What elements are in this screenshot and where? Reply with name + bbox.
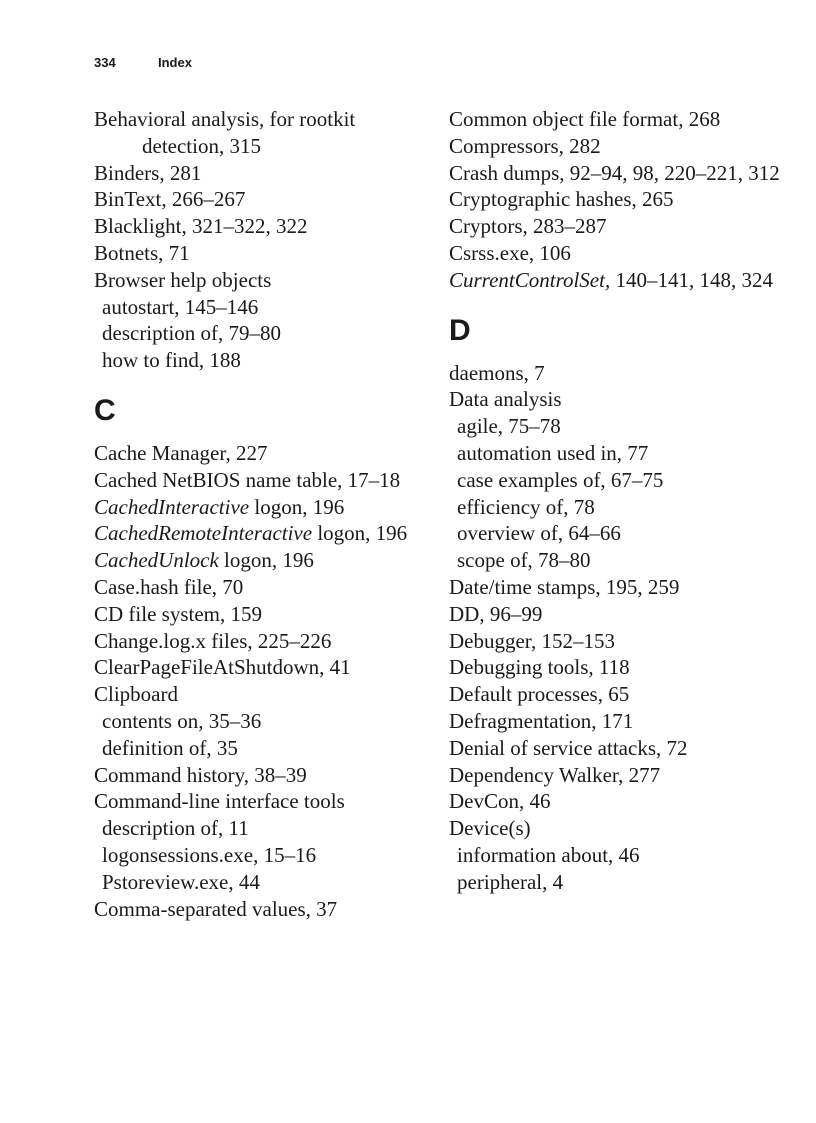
index-entry: DevCon, 46 xyxy=(449,789,551,814)
index-entry: daemons, 7 xyxy=(449,360,545,385)
index-entry xyxy=(94,547,434,574)
index-entry: Blacklight, 321–322, 322 xyxy=(94,214,308,239)
index-entry: Behavioral analysis, for rootkit detection, 315 xyxy=(94,107,356,158)
index-entry: Cache Manager, 227 xyxy=(94,440,268,465)
index-subentry: description of, 11 xyxy=(102,816,249,841)
index-entry: Cryptors, 283–287 xyxy=(449,214,607,239)
index-subentry: overview of, 64–66 xyxy=(457,521,621,546)
index-locators: 140–141, 148, 324 xyxy=(610,267,773,292)
index-entry xyxy=(449,267,794,294)
index-entry: DD, 96–99 xyxy=(449,601,543,626)
index-entry: Compressors, 282 xyxy=(449,133,601,158)
page-number: 334 xyxy=(94,55,116,70)
index-column-left xyxy=(94,106,434,922)
index-entry: BinText, 266–267 xyxy=(94,187,246,212)
index-entry: Csrss.exe, 106 xyxy=(449,240,571,265)
index-entry: Defragmentation, 171 xyxy=(449,708,634,733)
section-heading: C xyxy=(94,393,116,427)
index-entry: Date/time stamps, 195, 259 xyxy=(449,574,680,599)
index-column-right xyxy=(449,106,794,896)
index-subentry: logonsessions.exe, 15–16 xyxy=(102,842,317,867)
index-locators: logon, 196 xyxy=(312,521,408,546)
index-entry: Comma-separated values, 37 xyxy=(94,896,338,921)
index-subentry: contents on, 35–36 xyxy=(102,708,262,733)
index-entry: CD file system, 159 xyxy=(94,601,262,626)
index-subentry: definition of, 35 xyxy=(102,735,238,760)
header-section-title: Index xyxy=(158,55,192,70)
index-entry xyxy=(94,520,434,547)
index-subentry: description of, 79–80 xyxy=(102,321,282,346)
index-entry: Debugging tools, 118 xyxy=(449,655,630,680)
index-term-italic: CachedInteractive xyxy=(94,494,250,519)
index-entry: Browser help objects xyxy=(94,267,272,292)
index-entry: Crash dumps, 92–94, 98, 220–221, 312 xyxy=(449,160,780,185)
index-subentry: how to find, 188 xyxy=(102,348,241,373)
index-subentry: Pstoreview.exe, 44 xyxy=(102,869,260,894)
index-entry xyxy=(94,494,434,521)
index-entry: Debugger, 152–153 xyxy=(449,628,615,653)
index-locators: logon, 196 xyxy=(218,548,314,573)
section-heading: D xyxy=(449,313,471,347)
index-entry: Binders, 281 xyxy=(94,160,202,185)
index-subentry: scope of, 78–80 xyxy=(457,548,591,573)
index-entry: Clipboard xyxy=(94,682,178,707)
index-subentry: case examples of, 67–75 xyxy=(457,467,664,492)
index-entry: Cryptographic hashes, 265 xyxy=(449,187,674,212)
index-entry: Cached NetBIOS name table, 17–18 xyxy=(94,467,401,492)
index-term-italic: CachedUnlock xyxy=(94,548,219,573)
index-term-italic: CurrentControlSet, xyxy=(449,267,611,292)
index-entry: Command-line interface tools xyxy=(94,789,345,814)
index-subentry: automation used in, 77 xyxy=(457,440,649,465)
index-entry: Denial of service attacks, 72 xyxy=(449,735,688,760)
index-entry: Common object file format, 268 xyxy=(449,107,721,131)
index-entry: Change.log.x files, 225–226 xyxy=(94,628,332,653)
index-entry: ClearPageFileAtShutdown, 41 xyxy=(94,655,351,680)
index-subentry: peripheral, 4 xyxy=(457,869,564,894)
index-entry: Case.hash file, 70 xyxy=(94,574,244,599)
index-subentry: autostart, 145–146 xyxy=(102,294,259,319)
index-entry: Botnets, 71 xyxy=(94,240,190,265)
index-subentry: efficiency of, 78 xyxy=(457,494,595,519)
index-entry: Default processes, 65 xyxy=(449,682,630,707)
index-entry: Device(s) xyxy=(449,816,531,841)
index-entry: Dependency Walker, 277 xyxy=(449,762,661,787)
index-subentry: agile, 75–78 xyxy=(457,414,561,439)
index-locators: logon, 196 xyxy=(249,494,345,519)
index-entry: Command history, 38–39 xyxy=(94,762,307,787)
running-header xyxy=(94,55,192,75)
index-subentry: information about, 46 xyxy=(457,842,640,867)
index-entry: Data analysis xyxy=(449,387,562,412)
index-term-italic: CachedRemoteInteractive xyxy=(94,521,313,546)
